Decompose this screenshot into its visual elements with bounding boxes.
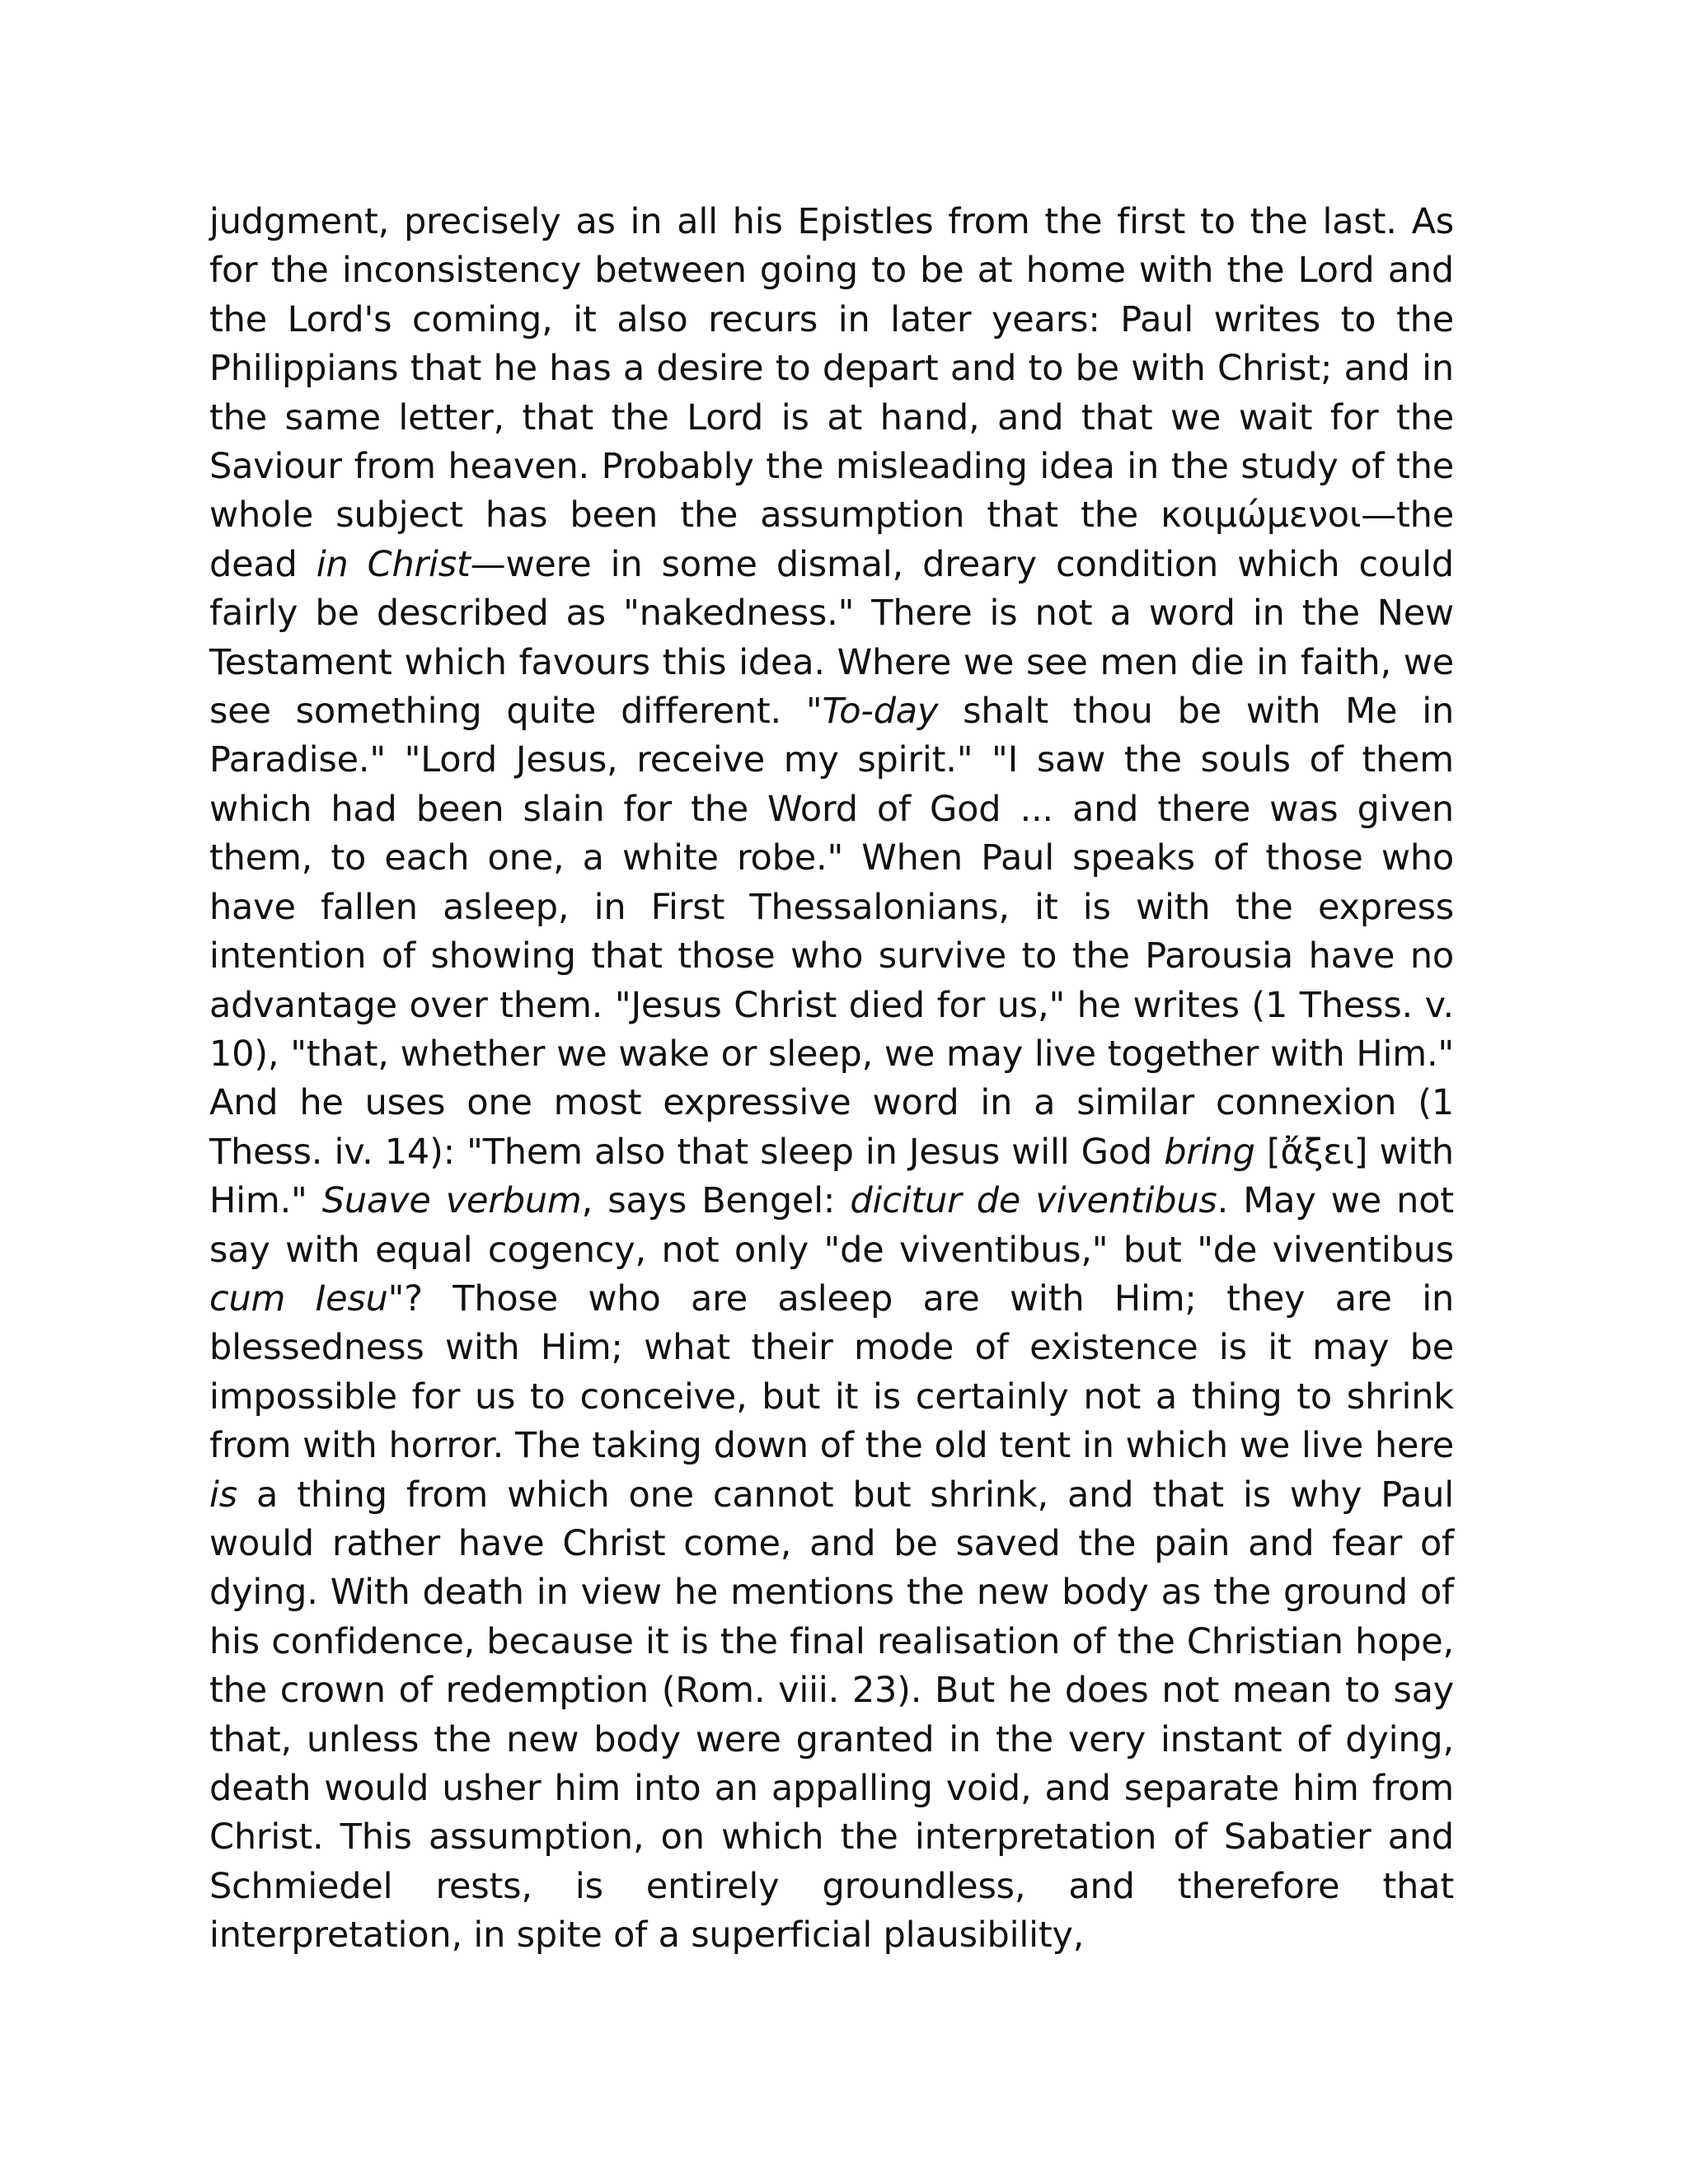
text-run: a thing from which one cannot but shrink, and that is why Paul would rather have Christ come, and be saved the pain and fear of dying. With death in view he mentions the new body as the ground of his confidence, because it is the final realisation of the Christian hope, the crown of redemption (Rom. viii. 23). But he does not mean to say that, unless the new body were granted in the very instant of dying, death would usher him into an appalling void, and separate him from Christ. This assumption, on which the interpretation of Sabatier and Schmiedel rests, is entirely groundless, and therefore that interpretation, in spite of a superficial plausibility, [209,1474,1454,1957]
document-page [209,198,1454,1961]
text-run: , says Bengel: [581,1180,851,1222]
text-run: shalt thou be with Me in Paradise." "Lord Jesus, receive my spirit." "I saw the souls of them which had been slain for the Word of God ... and there was given them, to each one, a white robe." When Paul speaks of those who have fallen asleep, in First Thessalonians, it is with the express intention of showing that those who survive to the Parousia have no advantage over them. "Jesus Christ died for us," he writes (1 Thess. v. 10), "that, whether we wake or sleep, we may live together with Him." And he uses one most expressive word in a similar connexion (1 Thess. iv. 14): "Them also that sleep in Jesus will God [209,691,1455,1173]
italic-run: bring [1164,1131,1255,1173]
text-run: [ἄξει] with Him." [209,1131,1454,1222]
italic-run: dicitur de viventibus [850,1180,1217,1222]
text-run: "? Those who are asleep are with Him; they are in blessedness with Him; what their mode of existence is it may be impossible for us to conceive, but it is certainly not a thing to shrink from with horror. The taking down of the old tent in which we live here [209,1277,1454,1467]
italic-run: Suave verbum [321,1180,582,1222]
body-paragraph [209,198,1454,1961]
text-run: —were in some dismal, dreary condition which could fairly be described as "nakedness." There is not a word in the New Testament which favours this idea. Where we see men die in faith, we see something quite different. " [209,543,1454,733]
italic-run: cum Iesu [209,1277,388,1319]
italic-run: in Christ [316,543,471,585]
text-run: judgment, precisely as in all his Epistles from the first to the last. As for the inconsistency between going to be at home with the Lord and the Lord's coming, it also recurs in later years: Paul writes to the Philippians that he has a desire to depart and to be with Christ; and in the same letter, that the Lord is at hand, and that we wait for the Saviour from heaven. Probably the misleading idea in the study of the whole subject has been the assumption that the κοιμώμενοι—the dead [209,201,1454,585]
italic-run: To-day [822,691,939,733]
text-run: . May we not say with equal cogency, not only "de viventibus," but "de viventibus [209,1180,1454,1271]
italic-run: is [209,1474,237,1516]
